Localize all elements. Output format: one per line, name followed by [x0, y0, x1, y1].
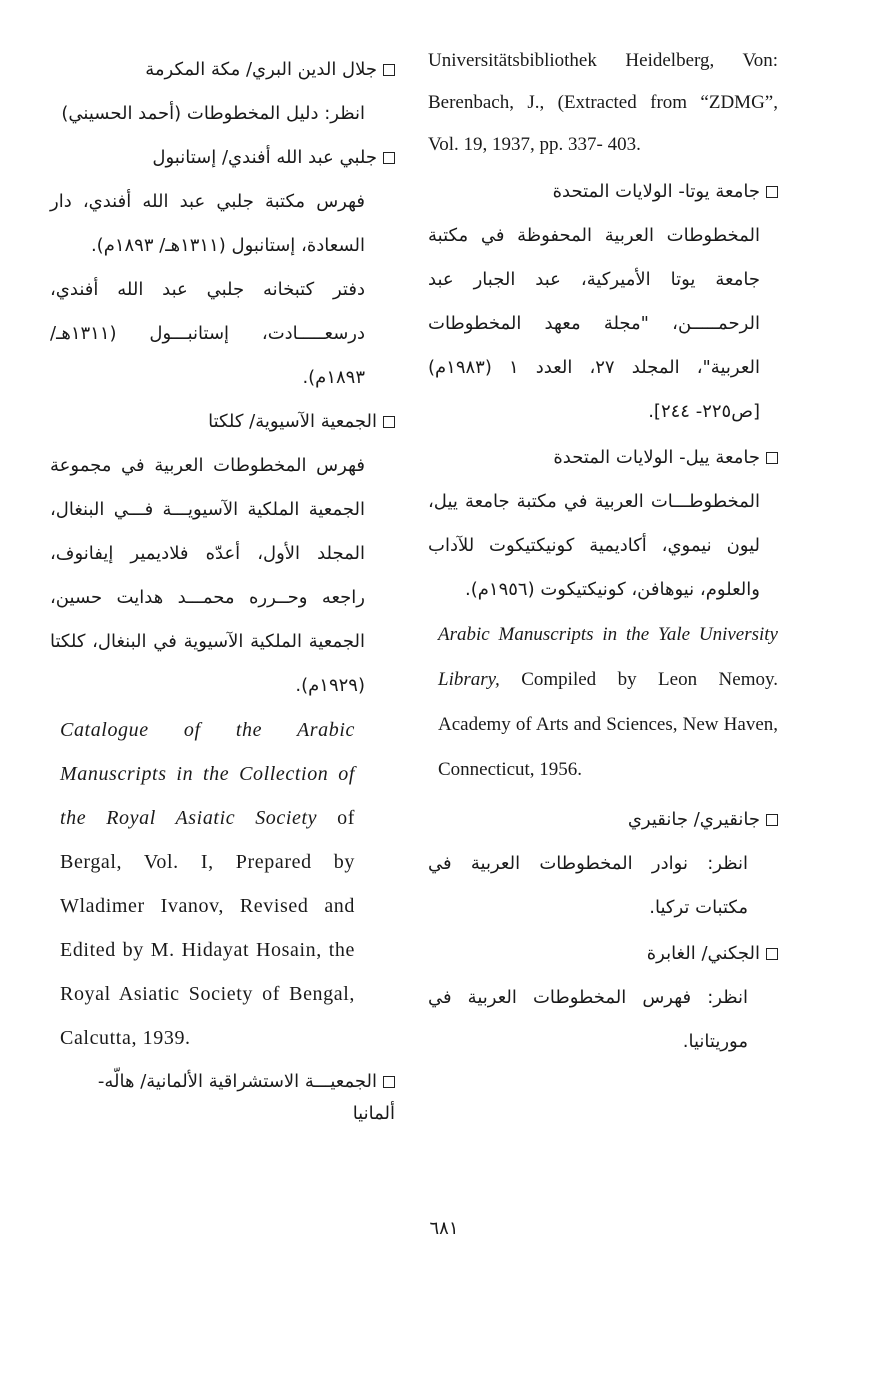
asiatic-entry: فهرس المخطوطات العربية في مجموعة الجمعية الملكية الآسيويـــة فـــي البنغال، المجلد الأول، أعدّه فلاديمير إيفانوف، راجعه وحــرره محمـــد هدايت حسين، الجمعية الملكية الآسيوية في البنغال، كلكتا (١٩٢٩م).: [50, 455, 365, 696]
jalal-heading: [50, 48, 395, 92]
yale-heading-text: جامعة ييل- الولايات المتحدة: [553, 447, 760, 468]
yale-entry: المخطوطـــات العربية في مكتبة جامعة ييل، ليون نيموي، أكاديمية كونيكتيكوت للآداب والعلوم، نيوهافن، كونيكتيكوت (١٩٥٦م).: [428, 491, 760, 600]
asiatic-heading: [50, 400, 395, 444]
chalabi-entry-1: فهرس مكتبة جلبي عبد الله أفندي، دار السعادة، إستانبول (١٣١١هـ/ ١٨٩٣م).: [50, 191, 365, 256]
asiatic-heading-text: الجمعية الآسيوية/ كلكتا: [208, 411, 377, 432]
german-heading: [50, 1066, 395, 1130]
chalabi-heading-text: جلبي عبد الله أفندي/ إستانبول: [152, 147, 377, 168]
janqiri-heading-text: جانقيري/ جانقيري: [627, 809, 760, 830]
jalal-heading-text: جلال الدين البري/ مكة المكرمة: [145, 59, 377, 80]
yale-details: Compiled by Leon Nemoy. Academy of Arts and Sciences, New Haven, Connecticut, 1956.: [438, 669, 778, 780]
jakni-entry: انظر: فهرس المخطوطات العربية في موريتانيا.: [428, 987, 748, 1052]
asiatic-details: of Bergal, Vol. I, Prepared by Wladimer Ivanov, Revised and Edited by M. Hidayat Hosain, the Royal Asiatic Society of Bengal, Calcutta, 1939.: [60, 807, 355, 1049]
checkbox-square-icon: [383, 64, 395, 76]
chalabi-entry-2: دفتر كتبخانه جلبي عبد الله أفندي، درسعـــــادت، إستانبـــول (١٣١١هـ/ ١٨٩٣م).: [50, 279, 365, 388]
utah-entry: المخطوطات العربية المحفوظة في مكتبة جامعة يوتا الأميركية، عبد الجبار عبد الرحمـــــن، "مجلة معهد المخطوطات العربية"، المجلد ٢٧، العدد ١ (١٩٨٣م) [ص٢٢٥- ٢٤٤].: [428, 225, 760, 422]
janqiri-entry: انظر: نوادر المخطوطات العربية في مكتبات تركيا.: [428, 853, 748, 918]
asiatic-reference: [60, 708, 355, 1060]
left-column: [50, 48, 395, 1130]
utah-heading-text: جامعة يوتا- الولايات المتحدة: [552, 181, 760, 202]
yale-reference: [438, 612, 778, 792]
checkbox-square-icon: [383, 1076, 395, 1088]
checkbox-square-icon: [766, 814, 778, 826]
jakni-heading-text: الجكني/ الغابرة: [646, 943, 760, 964]
german-heading-text: الجمعيـــة الاستشراقية الألمانية/ هالّه- ألمانيا: [97, 1071, 395, 1124]
jakni-heading: [428, 932, 778, 976]
asiatic-title: Catalogue of the Arabic Manuscripts in the Collection of the Royal Asiatic Society: [60, 719, 355, 829]
checkbox-square-icon: [766, 948, 778, 960]
right-column: [428, 40, 778, 1064]
checkbox-square-icon: [383, 152, 395, 164]
checkbox-square-icon: [383, 416, 395, 428]
checkbox-square-icon: [766, 452, 778, 464]
jalal-entry: انظر: دليل المخطوطات (أحمد الحسيني): [61, 103, 365, 124]
chalabi-heading: [50, 136, 395, 180]
yale-title: Arabic Manuscripts in the Yale University Library,: [438, 624, 778, 690]
yale-heading: [428, 436, 778, 480]
heidelberg-reference: Universitätsbibliothek Heidelberg, Von: Berenbach, J., (Extracted from “ZDMG”, Vol. 19, 1937, pp. 337- 403.: [428, 50, 778, 155]
page-number: ٦٨١: [429, 1218, 459, 1239]
utah-heading: [428, 170, 778, 214]
checkbox-square-icon: [766, 186, 778, 198]
janqiri-heading: [428, 798, 778, 842]
